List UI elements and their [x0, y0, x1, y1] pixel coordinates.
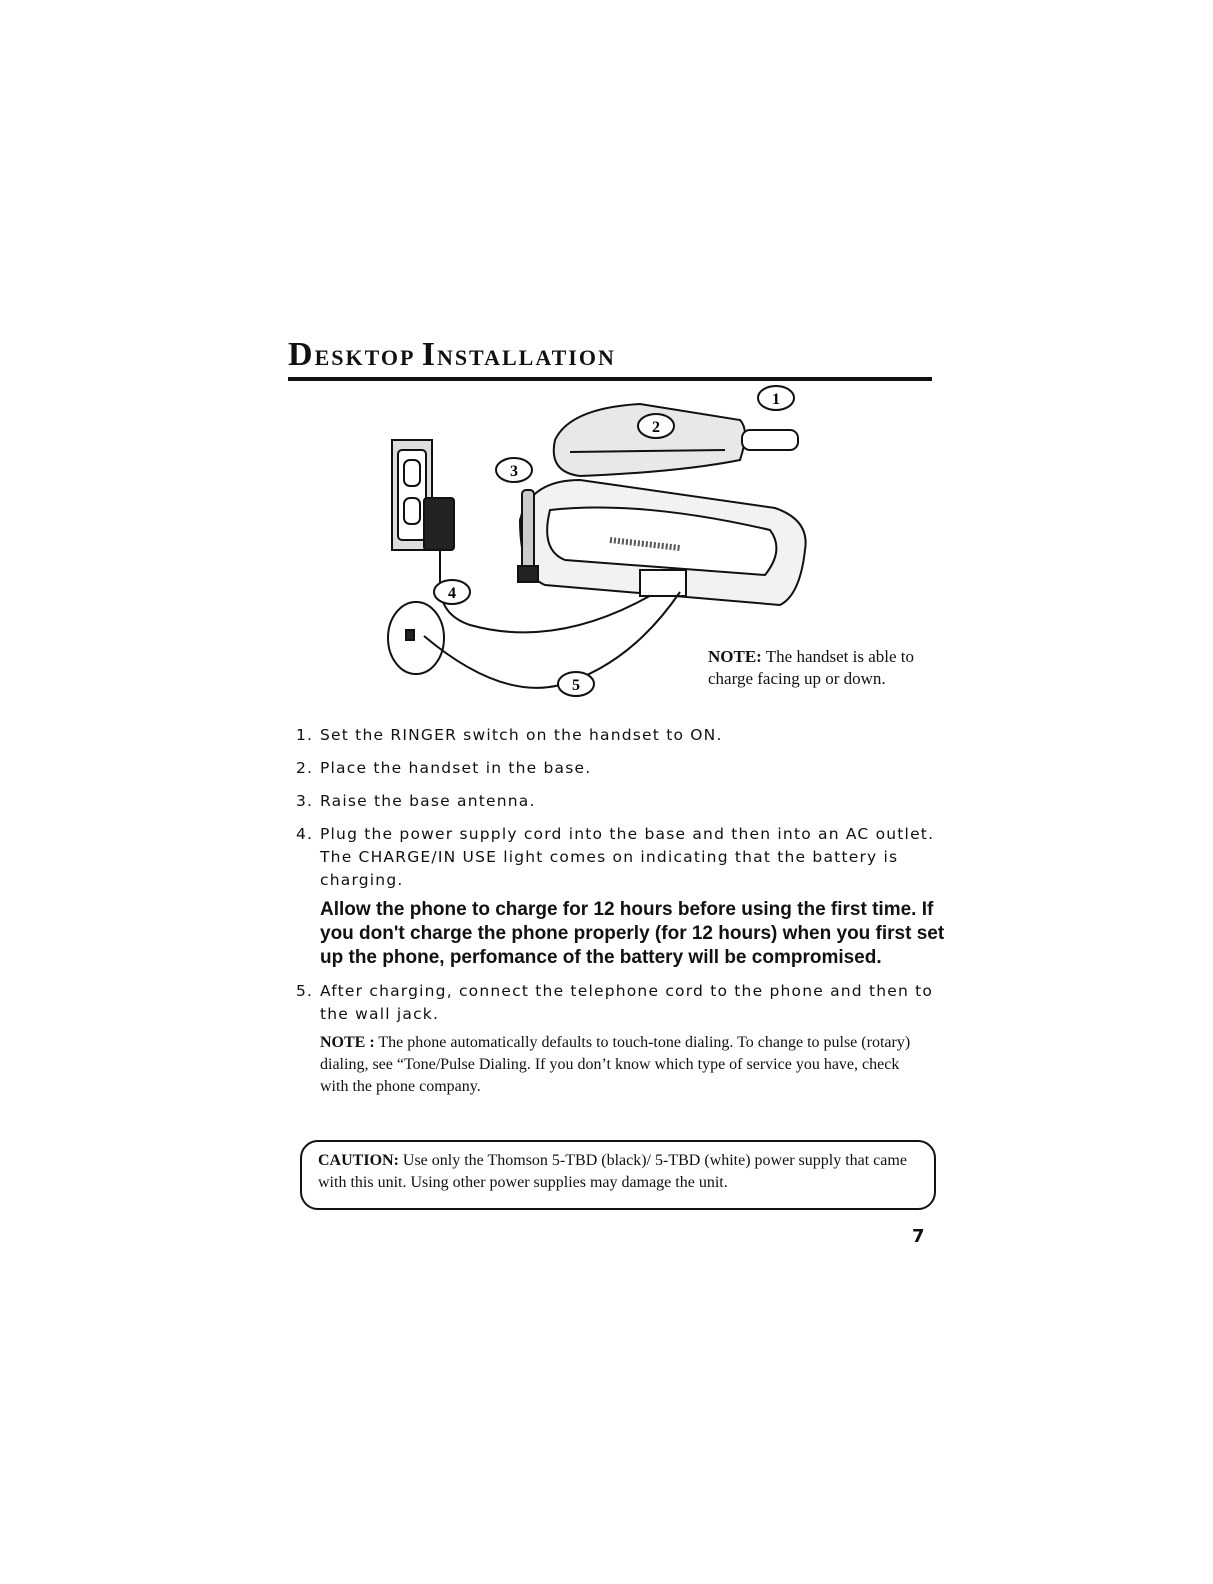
dialing-note-label: NOTE :	[320, 1034, 375, 1051]
page-number: 7	[912, 1226, 925, 1247]
step-4	[296, 823, 946, 892]
dialing-note-text: The phone automatically defaults to touch-tone dialing. To change to pulse (rotary) dialing, see “Tone/Pulse Dialing. If you don’t know which type of service you have, check with the phone company.	[320, 1034, 911, 1095]
step-number: 3.	[296, 792, 314, 810]
title-word-rest-1: ESKTOP	[314, 345, 415, 370]
callout-2	[638, 414, 674, 438]
step-number: 5.	[296, 982, 314, 1000]
figure-note-text: The handset is able to charge facing up or down.	[708, 647, 915, 688]
title-initial-d: D	[288, 336, 315, 373]
step-number: 1.	[296, 726, 314, 744]
dialing-note	[320, 1032, 920, 1098]
step-text: Plug the power supply cord into the base and then into an AC outlet. The CHARGE/IN USE light comes on indicating that the battery is charging.	[320, 825, 935, 889]
charging-warning: Allow the phone to charge for 12 hours before using the first time. If you don't charge the phone properly (for 12 hours) when you first set up the phone, perfomance of the battery will be compromised.	[320, 899, 945, 968]
caution-label: CAUTION:	[318, 1152, 399, 1169]
svg-text:1: 1	[772, 391, 780, 408]
svg-text:4: 4	[448, 585, 456, 602]
title-word-rest-2: NSTALLATION	[436, 345, 616, 370]
installation-steps	[296, 724, 946, 1098]
figure-note-label: NOTE:	[708, 647, 762, 666]
callout-3	[496, 458, 532, 482]
callout-5	[558, 672, 594, 696]
phone-base-icon	[520, 480, 806, 605]
wall-jack-icon	[388, 592, 680, 688]
svg-text:5: 5	[572, 677, 580, 694]
page-title	[288, 338, 932, 381]
caution-box	[300, 1140, 936, 1210]
step-2	[296, 757, 946, 780]
caution-text: Use only the Thomson 5-TBD (black)/ 5-TBD (white) power supply that came with this unit. Using other power supplies may damage the unit.	[318, 1152, 907, 1191]
callout-4	[434, 580, 470, 604]
step-number: 4.	[296, 825, 314, 843]
figure-note	[708, 646, 948, 690]
step-number: 2.	[296, 759, 314, 777]
antenna-icon	[518, 490, 538, 582]
svg-text:2: 2	[652, 419, 660, 436]
step-text: Raise the base antenna.	[320, 792, 536, 810]
step-1	[296, 724, 946, 747]
title-initial-i: I	[421, 336, 437, 373]
step-text: After charging, connect the telephone cord to the phone and then to the wall jack.	[320, 982, 934, 1023]
step-3	[296, 790, 946, 813]
step-5	[296, 980, 946, 1026]
callout-1	[758, 386, 794, 410]
svg-text:3: 3	[510, 463, 518, 480]
handset-icon	[554, 404, 798, 476]
step-text: Set the RINGER switch on the handset to ON.	[320, 726, 723, 744]
step-text: Place the handset in the base.	[320, 759, 592, 777]
